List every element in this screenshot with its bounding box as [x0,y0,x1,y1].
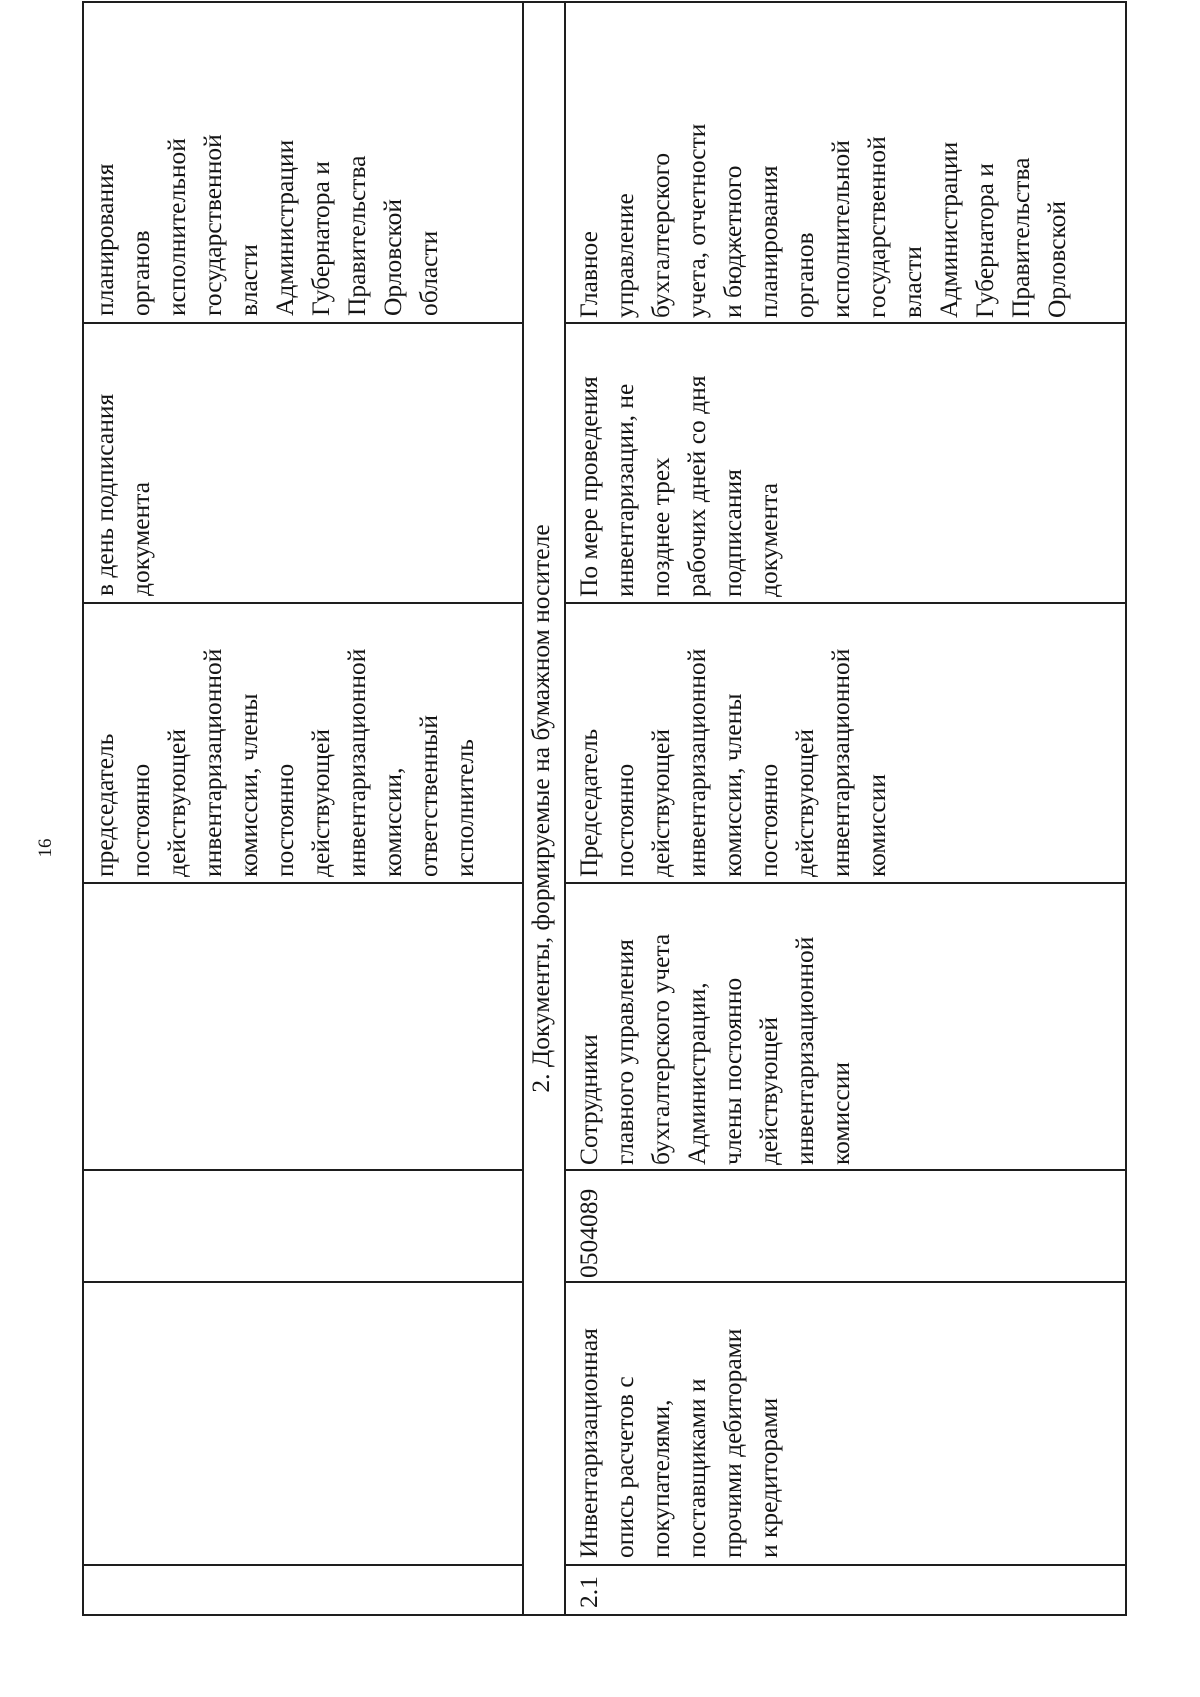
column-divider-5 [564,602,1125,604]
row1-document-cell [88,1286,518,1556]
page-number: 16 [35,838,56,858]
column-divider-6 [82,322,522,324]
column-divider-3 [564,1169,1125,1171]
row1-signers-cell: председатель постоянно действующей инвентаризационной комиссии, члены постоянно действующей инвентаризационной комиссии, ответственный исполнитель [90,648,479,877]
column-divider-4 [82,882,522,884]
table-border-left [82,1614,1127,1616]
document-table [82,1,1127,1616]
row1-recipient-cell: планирования органов исполнительной государственной власти Администрации Губернатора и Правительства Орловской области [90,134,443,316]
row2-recipient-cell: Главное управление бухгалтерского учета, отчетности и бюджетного планирования органов исполнительной государственной власти Администрации Губернатора и Правительства Орловской [574,123,1071,318]
column-divider-1 [564,1564,1125,1566]
row2-signers-cell: Председатель постоянно действующей инвентаризационной комиссии, члены постоянно действующей инвентаризационной комиссии [574,648,891,877]
row1-number-cell [88,1568,518,1608]
column-divider-2 [82,1281,522,1283]
row2-composer-cell: Сотрудники главного управления бухгалтерского учета Администрации, члены постоянно действующей инвентаризационной комиссии [574,933,855,1165]
column-divider-6 [564,322,1125,324]
row2-deadline-cell: По мере проведения инвентаризации, не позднее трех рабочих дней со дня подписания документа [574,375,783,597]
column-divider-5 [82,602,522,604]
section-heading-bottom-border [564,1,566,1616]
row1-form-code-cell [88,886,518,1164]
row1-composer-cell [88,1176,518,1276]
row2-form-code-cell: 0504089 [574,1188,603,1278]
section-heading: 2. Документы, формируемые на бумажном носителе [526,524,555,1093]
table-border-top [82,1,84,1616]
column-divider-1 [82,1564,522,1566]
column-divider-4 [564,882,1125,884]
table-border-right [82,1,1127,3]
column-divider-2 [564,1281,1125,1283]
column-divider-3 [82,1169,522,1171]
row2-number-cell: 2.1 [574,1576,603,1608]
table-border-bottom [1125,1,1127,1616]
row1-deadline-cell: в день подписания документа [90,393,155,596]
row2-document-cell: Инвентаризационная опись расчетов с покупателями, поставщиками и прочими дебиторами и кредиторами [574,1328,783,1558]
